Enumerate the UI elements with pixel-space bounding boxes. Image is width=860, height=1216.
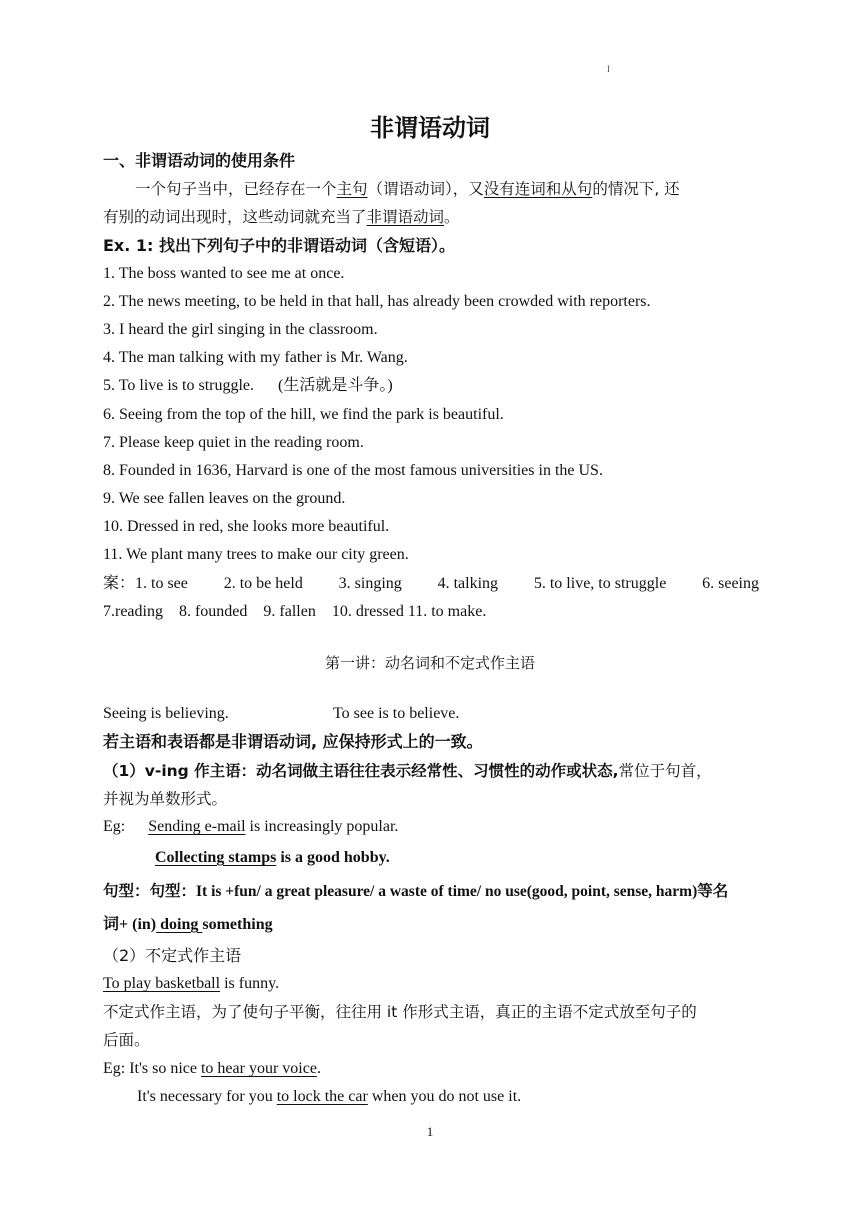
answers-line-1 — [103, 570, 759, 598]
example-hear-voice: Eg: It's so nice to hear your voice. — [103, 1060, 321, 1077]
sentence-3: 3. I heard the girl singing in the classroom. — [103, 321, 378, 338]
sentence-10: 10. Dressed in red, she looks more beautiful. — [103, 518, 390, 535]
rule-infinitive: （2）不定式作主语 — [103, 946, 242, 965]
example-right: To see is to believe. — [333, 705, 460, 722]
example-sending-email: Eg: Sending e-mail is increasingly popular. — [103, 818, 399, 835]
sentence-pattern-line-2: 词+ (in) doing something — [103, 916, 273, 933]
header-mark: I — [607, 64, 610, 74]
sentence-2: 2. The news meeting, to be held in that hall, has already been crowded with reporters. — [103, 293, 651, 310]
rule-ving-line-2: 并视为单数形式。 — [103, 790, 228, 808]
rule-ving-line-1: （1）v-ing 作主语：动名词做主语往往表示经常性、习惯性的动作或状态,常位于句首， — [103, 762, 712, 780]
intro-line-1: 一个句子当中，已经存在一个主句（谓语动词），又没有连词和从句的情况下, 还 — [135, 180, 680, 198]
sentence-7: 7. Please keep quiet in the reading room. — [103, 434, 364, 451]
sentence-pattern-line-1: 句型：句型：It is +fun/ a great pleasure/ a waste of time/ no use(good, point, sense, harm)等名 — [103, 882, 729, 900]
sentence-8: 8. Founded in 1636, Harvard is one of the most famous universities in the US. — [103, 462, 603, 479]
rule-consistency: 若主语和表语都是非谓语动词, 应保持形式上的一致。 — [103, 732, 483, 751]
sentence-5: 5. To live is to struggle. (生活就是斗争。) — [103, 377, 393, 394]
infinitive-note-line-2: 后面。 — [103, 1031, 150, 1049]
infinitive-note-line-1: 不定式作主语，为了使句子平衡，往往用 it 作形式主语，真正的主语不定式放至句子的 — [103, 1003, 697, 1021]
sentence-11: 11. We plant many trees to make our city green. — [103, 546, 409, 563]
sentence-1: 1. The boss wanted to see me at once. — [103, 265, 345, 282]
answers-line-2: 7.reading 8. founded 9. fallen 10. dressed 11. to make. — [103, 603, 487, 620]
lecture-title: 第一讲：动名词和不定式作主语 — [324, 654, 535, 672]
intro-line-2: 有别的动词出现时，这些动词就充当了非谓语动词。 — [103, 208, 460, 226]
example-basketball: To play basketball is funny. — [103, 975, 280, 992]
exercise-heading: Ex. 1: 找出下列句子中的非谓语动词（含短语）。 — [103, 236, 456, 255]
underline-non-finite: 非谓语动词 — [366, 208, 445, 226]
page-number: 1 — [426, 1124, 434, 1139]
section-heading: 一、非谓语动词的使用条件 — [103, 151, 296, 170]
answer-item: 案：1. to see — [103, 575, 188, 592]
answer-item: 4. talking — [437, 575, 499, 592]
page-title: 非谓语动词 — [370, 114, 490, 142]
example-lock-car: It's necessary for you to lock the car when you do not use it. — [137, 1088, 522, 1105]
example-left: Seeing is believing. — [103, 705, 229, 722]
answer-item: 6. seeing — [702, 575, 759, 592]
answer-item: 2. to be held — [223, 575, 303, 592]
sentence-9: 9. We see fallen leaves on the ground. — [103, 490, 346, 507]
answer-item: 3. singing — [338, 575, 402, 592]
underline-no-conjunction: 没有连词和从句 — [483, 180, 593, 198]
answer-item: 5. to live, to struggle — [533, 575, 667, 592]
example-collecting-stamps: Collecting stamps is a good hobby. — [155, 849, 390, 866]
sentence-6: 6. Seeing from the top of the hill, we find the park is beautiful. — [103, 406, 504, 423]
sentence-4: 4. The man talking with my father is Mr. Wang. — [103, 349, 408, 366]
underline-main-clause: 主句 — [336, 180, 368, 198]
